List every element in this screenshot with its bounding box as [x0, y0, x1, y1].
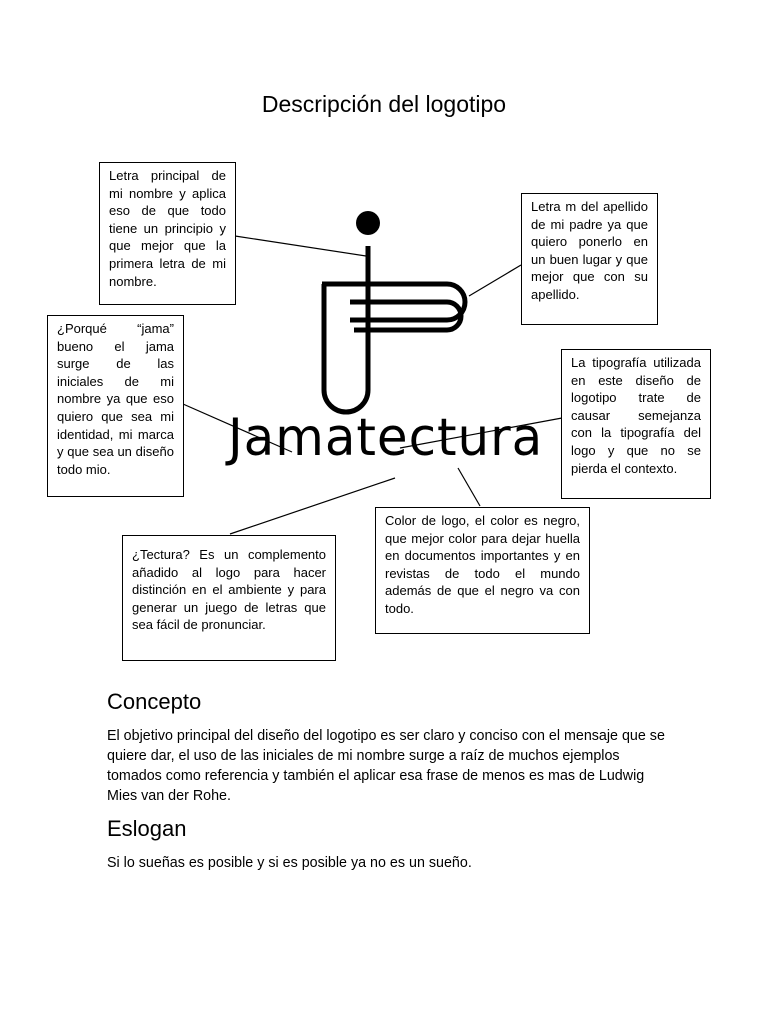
callout-jama: ¿Porqué “jama” bueno el jama surge de las iniciales de mi nombre ya que eso quiero que sea mi identidad, mi marca y que sea un diseño todo mio.: [47, 315, 184, 497]
logo-mark: [322, 211, 465, 412]
callout-j-letter: Letra principal de mi nombre y aplica eso de que todo tiene un principio y que mejor que la primera letra de mi nombre.: [99, 162, 236, 305]
connector-m-letter: [469, 265, 521, 296]
logo-dot: [356, 211, 380, 235]
connector-tectura: [230, 478, 395, 534]
page-title: Descripción del logotipo: [261, 91, 507, 117]
concepto-body: El objetivo principal del diseño del logotipo es ser claro y conciso con el mensaje que se quiere dar, el uso de las iniciales de mi nombre surge a raíz de muchos ejemplos tomados como referencia y también el aplicar esa frase de menos es mas de Ludwig Mies van der Rohe.: [107, 728, 665, 804]
callout-color: Color de logo, el color es negro, que mejor color para dejar huella en documentos importantes y en revistas de todo el mundo además de que el negro va con todo.: [375, 507, 590, 634]
eslogan-heading: Eslogan: [107, 816, 187, 841]
connector-color: [458, 468, 480, 506]
concepto-heading: Concepto: [107, 689, 202, 714]
eslogan-body: Si lo sueñas es posible y si es posible ya no es un sueño.: [107, 855, 472, 871]
callout-typography: La tipografía utilizada en este diseño de logotipo trate de causar semejanza con la tipografía del logo y que no se pierda el contexto.: [561, 349, 711, 499]
connector-j-letter: [235, 236, 366, 256]
callout-m-letter: Letra m del apellido de mi padre ya que quiero ponerlo en un buen lugar y que mejor que con su apellido.: [521, 193, 658, 325]
callout-tectura: ¿Tectura? Es un complemento añadido al logo para hacer distinción en el ambiente y para generar un juego de letras que sea fácil de pronunciar.: [122, 535, 336, 661]
logo-wordmark: Jamatectura: [228, 408, 544, 468]
